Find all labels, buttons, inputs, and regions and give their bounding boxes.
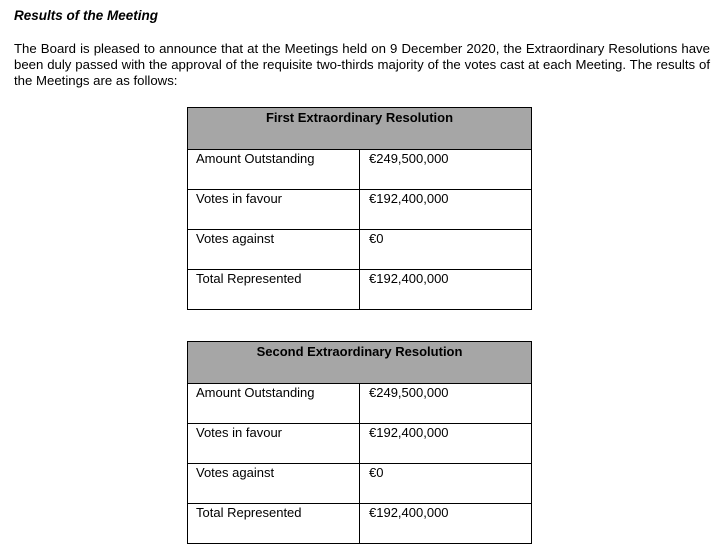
row-label: Total Represented [188,504,360,544]
row-label: Votes against [188,464,360,504]
row-label: Amount Outstanding [188,150,360,190]
row-value: €192,400,000 [360,270,532,310]
row-label: Votes against [188,230,360,270]
table-row [188,270,532,310]
table-title: Second Extraordinary Resolution [188,342,532,384]
row-label: Total Represented [188,270,360,310]
row-value: €0 [360,230,532,270]
table-row [188,424,532,464]
row-label: Votes in favour [188,190,360,230]
row-value: €249,500,000 [360,150,532,190]
row-value: €192,400,000 [360,424,532,464]
row-value: €0 [360,464,532,504]
row-value: €249,500,000 [360,384,532,424]
table-row [188,230,532,270]
row-label: Votes in favour [188,424,360,464]
table-row [188,384,532,424]
first-resolution-table [187,107,532,310]
table-row [188,190,532,230]
table-title: First Extraordinary Resolution [188,108,532,150]
intro-paragraph: The Board is pleased to announce that at the Meetings held on 9 December 2020, the Extraordinary Resolutions have been duly passed with the approval of the requisite two-thirds majority of the votes cast at each Meeting. The results of the Meetings are as follows: [14,41,710,88]
section-heading: Results of the Meeting [14,8,159,23]
second-resolution-table [187,341,532,544]
row-value: €192,400,000 [360,504,532,544]
table-row [188,150,532,190]
table-header-row [188,108,532,150]
row-label: Amount Outstanding [188,384,360,424]
table-row [188,464,532,504]
row-value: €192,400,000 [360,190,532,230]
table-header-row [188,342,532,384]
table-row [188,504,532,544]
